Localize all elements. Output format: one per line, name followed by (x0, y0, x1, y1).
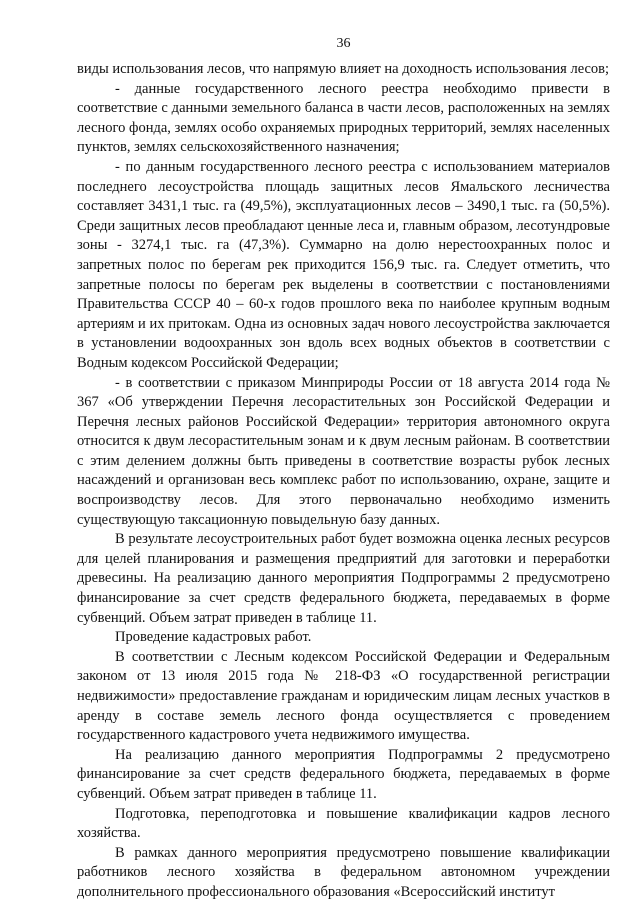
paragraph-forest-management-results: В результате лесоустроительных работ будет возможна оценка лесных ресурсов для целей планирования и размещения предприятий для заготовки и переработки древесины. На реализацию данного мероприятия Подпрограммы 2 предусмотрено финансирование за счет средств федерального бюджета, передаваемых в форме субвенций. Объем затрат приведен в таблице 11. (77, 531, 610, 626)
paragraph-training-details: В рамках данного мероприятия предусмотрено повышение квалификации работников лесного хозяйства в федеральном автономном учреждении дополнительного профессионального образования «Всероссийский институт (77, 844, 610, 900)
paragraph-forest-code: В соответствии с Лесным кодексом Российской Федерации и Федеральным законом от 13 июля 2015 года № 218-ФЗ «О государственной регистрации недвижимости» предоставление гражданам и юридическим лицам лесных участков в аренду в составе земель лесного фонда осуществляется с проведением государственного кадастрового учета недвижимого имущества. (77, 648, 610, 744)
document-page (77, 0, 610, 905)
paragraph-ministry-order: - в соответствии с приказом Минприроды России от 18 августа 2014 года № 367 «Об утверждении Перечня лесорастительных зон Российской Федерации и Перечня лесных районов Российской Федерации» территория автономного округа относится к двум лесорастительным зонам и к двум лесным районам. В соответствии с этим делением должны быть приведены в соответствие возрасты рубок лесных насаждений и организован весь комплекс работ по использованию, охране, защите и воспроизводству лесов. Для этого первоначально необходимо изменить существующую таксационную повыдельную базу данных. (77, 374, 610, 528)
paragraph-training-heading: Подготовка, переподготовка и повышение квалификации кадров лесного хозяйства. (77, 805, 610, 842)
paragraph-protective-forests: - по данным государственного лесного реестра с использованием материалов последнего лесоустройства площадь защитных лесов Ямальского лесничества составляет 3431,1 тыс. га (49,5%), эксплуатационных лесов – 3490,1 тыс. га (50,5%). Среди защитных лесов преобладают ценные леса и, главным образом, лесотундровые зоны - 3274,1 тыс. га (47,3%). Суммарно на долю нерестоохранных полос и запретных полос по берегам рек приходится 156,9 тыс. га. Следует отметить, что запретные полосы по берегам рек выделены в соответствии с постановлениями Правительства СССР 40 – 60-х годов прошлого века по наиболее крупным водным артериям и их притокам. Одна из основных задач нового лесоустройства заключается в установлении водоохранных зон вдоль всех водных объектов в соответствии с Водным кодексом Российской Федерации; (77, 158, 610, 371)
paragraph-cadastral-heading: Проведение кадастровых работ. (115, 629, 312, 646)
paragraph-continuation: виды использования лесов, что напрямую влияет на доходность использования лесов; (77, 61, 610, 77)
page-number: 36 (336, 36, 351, 51)
paragraph-funding: На реализацию данного мероприятия Подпрограммы 2 предусмотрено финансирование за счет средств федерального бюджета, передаваемых в форме субвенций. Объем затрат приведен в таблице 11. (77, 746, 610, 802)
document-body (77, 60, 610, 903)
paragraph-forest-registry: - данные государственного лесного реестра необходимо привести в соответствие с данными земельного баланса в части лесов, расположенных на землях лесного фонда, землях особо охраняемых природных территорий, землях населенных пунктов, землях сельскохозяйственного назначения; (77, 80, 610, 156)
